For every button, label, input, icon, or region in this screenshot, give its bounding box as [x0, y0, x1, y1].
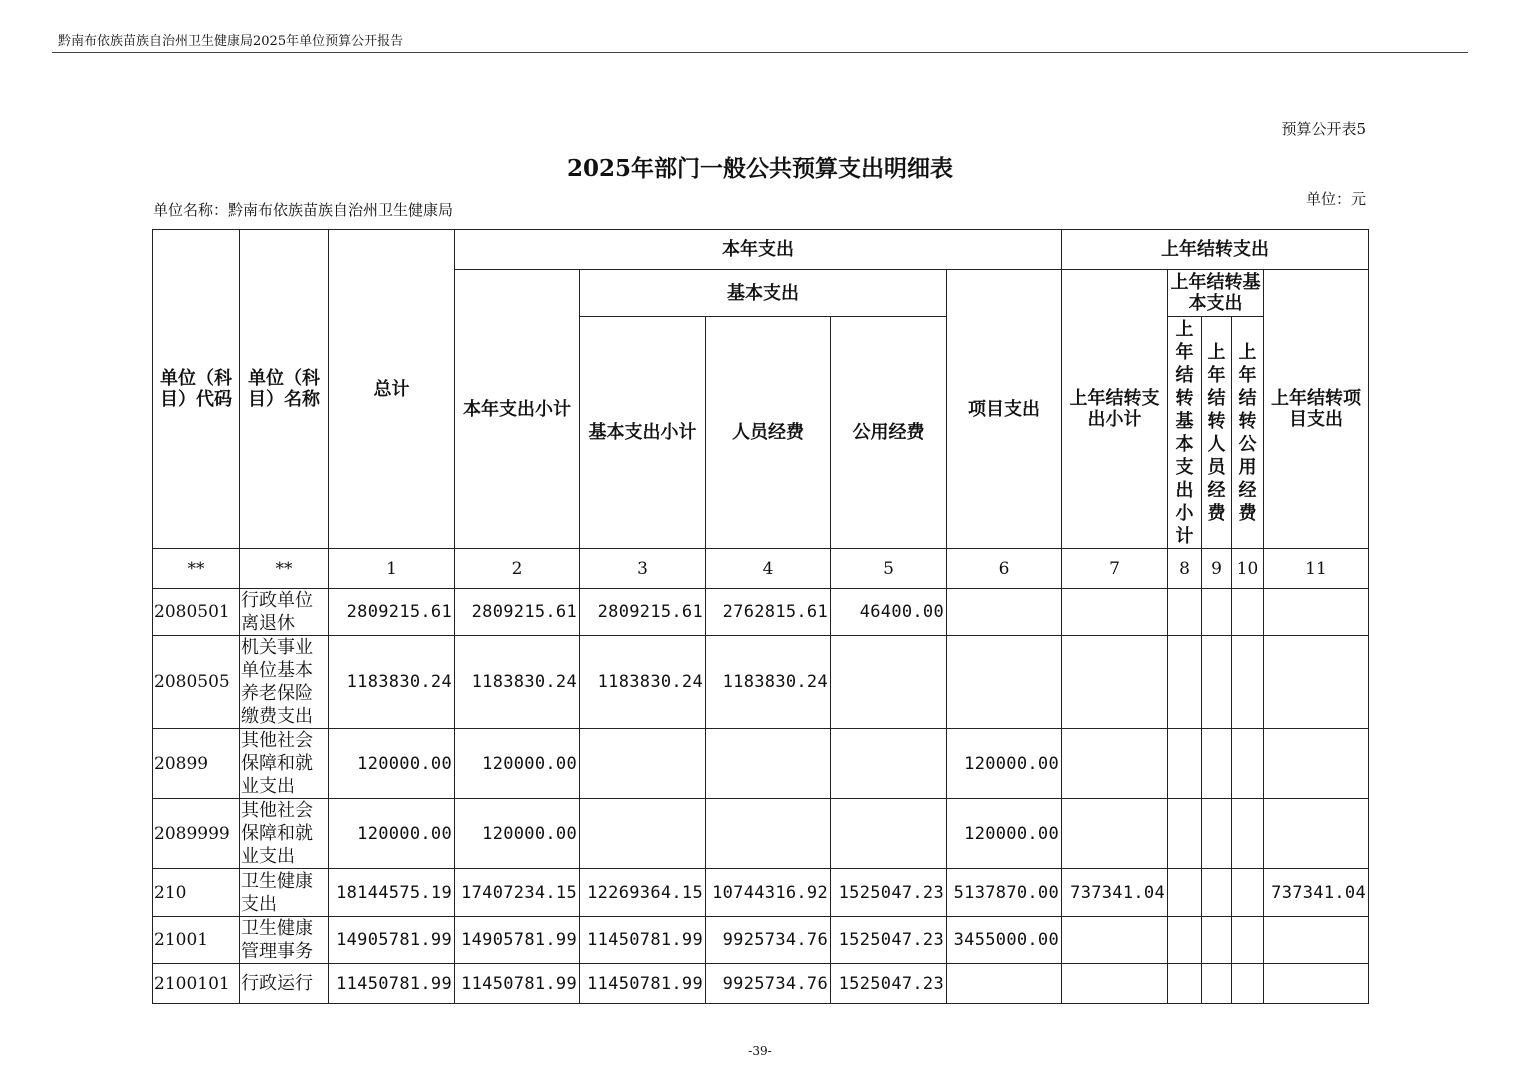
table-row — [153, 917, 1369, 964]
carryover-personnel-cell — [1202, 589, 1232, 636]
public-cell — [831, 636, 947, 729]
header-public: 公用经费 — [831, 317, 947, 549]
header-carryover-subtotal: 上年结转支出小计 — [1062, 270, 1168, 549]
index-cell: 11 — [1264, 549, 1369, 589]
carryover-project-cell — [1264, 636, 1369, 729]
index-cell: 2 — [455, 549, 580, 589]
currency-unit: 单位：元 — [1305, 190, 1366, 208]
index-cell: 9 — [1202, 549, 1232, 589]
carryover-basic-subtotal-cell — [1168, 799, 1202, 869]
header-basic: 基本支出 — [580, 270, 947, 317]
table-row — [153, 964, 1369, 1004]
carryover-public-cell — [1232, 917, 1264, 964]
total-cell: 120000.00 — [329, 799, 455, 869]
public-cell — [831, 729, 947, 799]
public-cell: 1525047.23 — [831, 869, 947, 917]
project-cell: 5137870.00 — [947, 869, 1062, 917]
code-cell: 2100101 — [153, 964, 240, 1004]
total-cell: 14905781.99 — [329, 917, 455, 964]
header-carryover-basic: 上年结转基本支出 — [1168, 270, 1264, 317]
header-carryover-personnel: 上年结转人员经费 — [1202, 317, 1232, 549]
running-header: 黔南布依族苗族自治州卫生健康局2025年单位预算公开报告 — [58, 34, 404, 49]
current-subtotal-cell: 120000.00 — [455, 799, 580, 869]
index-cell: 3 — [580, 549, 706, 589]
project-cell — [947, 964, 1062, 1004]
basic-subtotal-cell: 11450781.99 — [580, 964, 706, 1004]
carryover-public-cell — [1232, 636, 1264, 729]
header-personnel: 人员经费 — [706, 317, 831, 549]
index-cell: 4 — [706, 549, 831, 589]
personnel-cell — [706, 729, 831, 799]
carryover-personnel-cell — [1202, 917, 1232, 964]
carryover-basic-subtotal-cell — [1168, 589, 1202, 636]
carryover-personnel-cell — [1202, 964, 1232, 1004]
carryover-project-cell — [1264, 917, 1369, 964]
table-row — [153, 636, 1369, 729]
header-total: 总计 — [329, 230, 455, 549]
name-cell: 行政运行 — [240, 964, 329, 1004]
carryover-project-cell: 737341.04 — [1264, 869, 1369, 917]
public-cell — [831, 799, 947, 869]
header-current-year: 本年支出 — [455, 230, 1062, 270]
table-header — [153, 230, 1369, 589]
carryover-public-cell — [1232, 869, 1264, 917]
table-row — [153, 729, 1369, 799]
header-basic-subtotal: 基本支出小计 — [580, 317, 706, 549]
carryover-subtotal-cell — [1062, 799, 1168, 869]
current-subtotal-cell: 120000.00 — [455, 729, 580, 799]
header-rule — [52, 52, 1468, 53]
carryover-subtotal-cell — [1062, 589, 1168, 636]
unit-name: 单位名称：黔南布依族苗族自治州卫生健康局 — [153, 201, 454, 219]
table-row — [153, 589, 1369, 636]
personnel-cell: 9925734.76 — [706, 964, 831, 1004]
carryover-basic-subtotal-cell — [1168, 636, 1202, 729]
public-cell: 46400.00 — [831, 589, 947, 636]
total-cell: 18144575.19 — [329, 869, 455, 917]
index-cell: 5 — [831, 549, 947, 589]
current-subtotal-cell: 17407234.15 — [455, 869, 580, 917]
name-cell: 卫生健康管理事务 — [240, 917, 329, 964]
name-cell: 其他社会保障和就业支出 — [240, 799, 329, 869]
budget-table — [152, 229, 1369, 1004]
basic-subtotal-cell: 2809215.61 — [580, 589, 706, 636]
carryover-personnel-cell — [1202, 799, 1232, 869]
code-cell: 21001 — [153, 917, 240, 964]
total-cell: 120000.00 — [329, 729, 455, 799]
total-cell: 1183830.24 — [329, 636, 455, 729]
code-cell: 2080505 — [153, 636, 240, 729]
basic-subtotal-cell: 12269364.15 — [580, 869, 706, 917]
current-subtotal-cell: 11450781.99 — [455, 964, 580, 1004]
total-cell: 2809215.61 — [329, 589, 455, 636]
carryover-project-cell — [1264, 729, 1369, 799]
personnel-cell — [706, 799, 831, 869]
code-cell: 210 — [153, 869, 240, 917]
current-subtotal-cell: 14905781.99 — [455, 917, 580, 964]
header-code: 单位（科目）代码 — [153, 230, 240, 549]
personnel-cell: 10744316.92 — [706, 869, 831, 917]
carryover-project-cell — [1264, 799, 1369, 869]
index-cell: 10 — [1232, 549, 1264, 589]
project-cell: 3455000.00 — [947, 917, 1062, 964]
basic-subtotal-cell — [580, 729, 706, 799]
current-subtotal-cell: 1183830.24 — [455, 636, 580, 729]
index-cell: 8 — [1168, 549, 1202, 589]
personnel-cell: 2762815.61 — [706, 589, 831, 636]
carryover-basic-subtotal-cell — [1168, 869, 1202, 917]
carryover-personnel-cell — [1202, 729, 1232, 799]
header-carryover-project: 上年结转项目支出 — [1264, 270, 1369, 549]
carryover-subtotal-cell — [1062, 917, 1168, 964]
carryover-public-cell — [1232, 964, 1264, 1004]
code-cell: 2089999 — [153, 799, 240, 869]
page-number: -39- — [748, 1044, 772, 1058]
table-row — [153, 799, 1369, 869]
header-project: 项目支出 — [947, 270, 1062, 549]
index-cell: ** — [153, 549, 240, 589]
code-cell: 20899 — [153, 729, 240, 799]
carryover-project-cell — [1264, 964, 1369, 1004]
carryover-basic-subtotal-cell — [1168, 917, 1202, 964]
name-cell: 机关事业单位基本养老保险缴费支出 — [240, 636, 329, 729]
index-cell: 1 — [329, 549, 455, 589]
index-cell: ** — [240, 549, 329, 589]
header-carryover: 上年结转支出 — [1062, 230, 1369, 270]
name-cell: 其他社会保障和就业支出 — [240, 729, 329, 799]
project-cell — [947, 589, 1062, 636]
name-cell: 行政单位离退休 — [240, 589, 329, 636]
carryover-public-cell — [1232, 799, 1264, 869]
current-subtotal-cell: 2809215.61 — [455, 589, 580, 636]
header-carryover-public: 上年结转公用经费 — [1232, 317, 1264, 549]
personnel-cell: 1183830.24 — [706, 636, 831, 729]
table-row — [153, 869, 1369, 917]
project-cell: 120000.00 — [947, 729, 1062, 799]
carryover-personnel-cell — [1202, 636, 1232, 729]
carryover-subtotal-cell: 737341.04 — [1062, 869, 1168, 917]
header-current-subtotal: 本年支出小计 — [455, 270, 580, 549]
personnel-cell: 9925734.76 — [706, 917, 831, 964]
header-name: 单位（科目）名称 — [240, 230, 329, 549]
name-cell: 卫生健康支出 — [240, 869, 329, 917]
carryover-personnel-cell — [1202, 869, 1232, 917]
index-cell: 6 — [947, 549, 1062, 589]
total-cell: 11450781.99 — [329, 964, 455, 1004]
carryover-subtotal-cell — [1062, 964, 1168, 1004]
index-cell: 7 — [1062, 549, 1168, 589]
public-cell: 1525047.23 — [831, 964, 947, 1004]
carryover-subtotal-cell — [1062, 729, 1168, 799]
table-number: 预算公开表5 — [1281, 120, 1366, 138]
header-carryover-basic-subtotal: 上年结转基本支出小计 — [1168, 317, 1202, 549]
carryover-project-cell — [1264, 589, 1369, 636]
project-cell: 120000.00 — [947, 799, 1062, 869]
basic-subtotal-cell: 11450781.99 — [580, 917, 706, 964]
carryover-subtotal-cell — [1062, 636, 1168, 729]
code-cell: 2080501 — [153, 589, 240, 636]
carryover-public-cell — [1232, 589, 1264, 636]
carryover-public-cell — [1232, 729, 1264, 799]
carryover-basic-subtotal-cell — [1168, 964, 1202, 1004]
table-body — [153, 589, 1369, 1004]
page-title: 2025年部门一般公共预算支出明细表 — [566, 155, 953, 182]
index-row — [153, 549, 1369, 589]
public-cell: 1525047.23 — [831, 917, 947, 964]
basic-subtotal-cell: 1183830.24 — [580, 636, 706, 729]
basic-subtotal-cell — [580, 799, 706, 869]
carryover-basic-subtotal-cell — [1168, 729, 1202, 799]
project-cell — [947, 636, 1062, 729]
